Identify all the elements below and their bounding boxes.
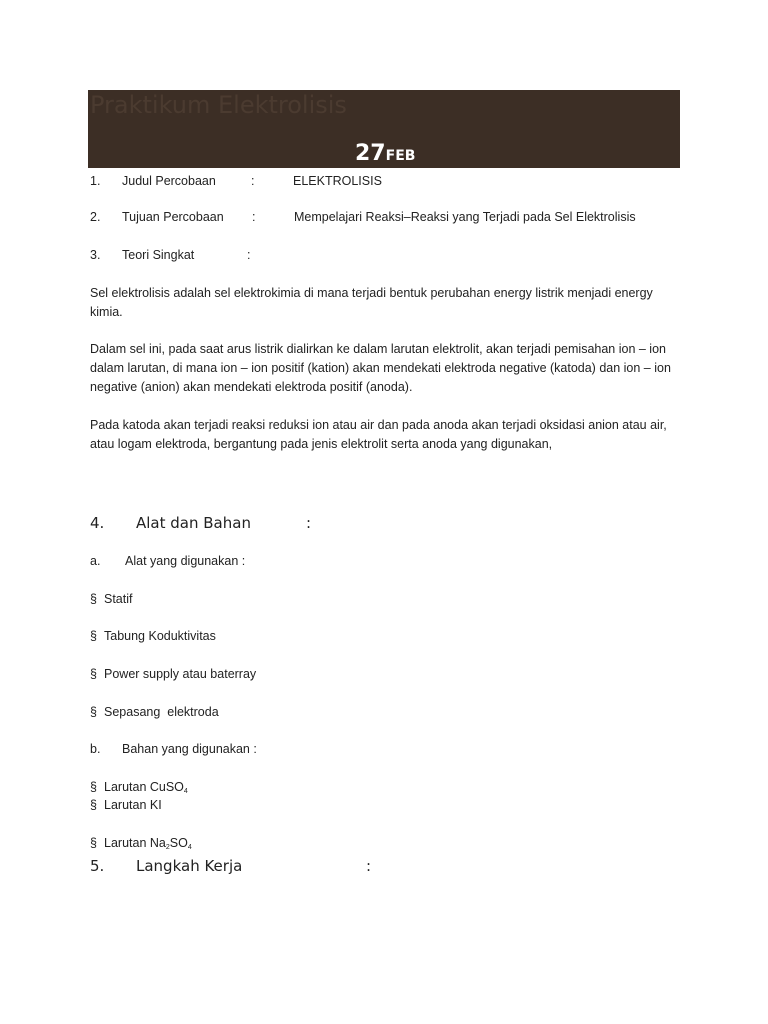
section-colon: : bbox=[366, 857, 372, 875]
chem-subscript: 4 bbox=[183, 788, 188, 795]
header-banner bbox=[88, 90, 680, 168]
chem-subscript: 4 bbox=[187, 844, 192, 851]
bullet-icon: § bbox=[90, 667, 97, 681]
item-colon: : bbox=[251, 174, 255, 188]
item-colon: : bbox=[247, 248, 251, 262]
bullet-icon: § bbox=[90, 705, 97, 719]
item-number: 3. bbox=[90, 248, 101, 262]
section-title: Langkah Kerja bbox=[136, 857, 243, 875]
list-item-text: Statif bbox=[104, 592, 133, 606]
chem-text: Larutan Na bbox=[104, 836, 166, 850]
paragraph: Sel elektrolisis adalah sel elektrokimia di mana terjadi bentuk perubahan energy listrik menjadi energy kimia. bbox=[90, 286, 653, 319]
item-label: Teori Singkat bbox=[122, 248, 195, 262]
list-item-text: Larutan KI bbox=[104, 798, 162, 812]
item-label: Tujuan Percobaan bbox=[122, 210, 224, 224]
bullet-icon: § bbox=[90, 836, 97, 850]
sub-letter: a. bbox=[90, 554, 101, 568]
chem-text: Larutan CuSO bbox=[104, 780, 184, 794]
section-number: 4. bbox=[90, 514, 105, 532]
bullet-icon: § bbox=[90, 798, 97, 812]
bullet-icon: § bbox=[90, 780, 97, 794]
item-colon: : bbox=[252, 210, 256, 224]
section-title: Alat dan Bahan bbox=[136, 514, 251, 532]
date-day: 27 bbox=[355, 141, 386, 166]
bullet-icon: § bbox=[90, 629, 97, 643]
list-item-text: Power supply atau baterray bbox=[104, 667, 257, 681]
item-label: Judul Percobaan bbox=[122, 174, 216, 188]
chem-subscript: 2 bbox=[165, 844, 170, 851]
paragraph: Pada katoda akan terjadi reaksi reduksi ion atau air dan pada anoda akan terjadi oksidasi anion atau air, atau logam elektroda, bergantung pada jenis elektrolit serta anoda yang digunakan, bbox=[90, 418, 667, 451]
sub-letter: b. bbox=[90, 742, 101, 756]
item-value: ELEKTROLISIS bbox=[293, 174, 382, 188]
chem-text: SO bbox=[169, 836, 188, 850]
bullet-icon: § bbox=[90, 592, 97, 606]
section-colon: : bbox=[306, 514, 312, 532]
section-number: 5. bbox=[90, 857, 105, 875]
sub-title: Alat yang digunakan : bbox=[125, 554, 246, 568]
item-value: Mempelajari Reaksi–Reaksi yang Terjadi pada Sel Elektrolisis bbox=[294, 210, 636, 224]
list-item-text bbox=[104, 834, 192, 857]
list-item-text: Sepasang elektroda bbox=[104, 705, 219, 719]
item-number: 1. bbox=[90, 174, 101, 188]
date-month: FEB bbox=[385, 148, 416, 164]
list-item-text: Tabung Koduktivitas bbox=[104, 629, 216, 643]
item-number: 2. bbox=[90, 210, 101, 224]
sub-title: Bahan yang digunakan : bbox=[122, 742, 257, 756]
post-date bbox=[355, 141, 415, 166]
post-title[interactable]: Praktikum Elektrolisis bbox=[90, 91, 347, 119]
paragraph: Dalam sel ini, pada saat arus listrik dialirkan ke dalam larutan elektrolit, akan terjadi pemisahan ion – ion dalam larutan, di mana ion – ion positif (kation) akan mendekati elektroda negative (katoda) dan ion – ion negative (anion) akan mendekati elektroda positif (anoda). bbox=[90, 342, 671, 394]
